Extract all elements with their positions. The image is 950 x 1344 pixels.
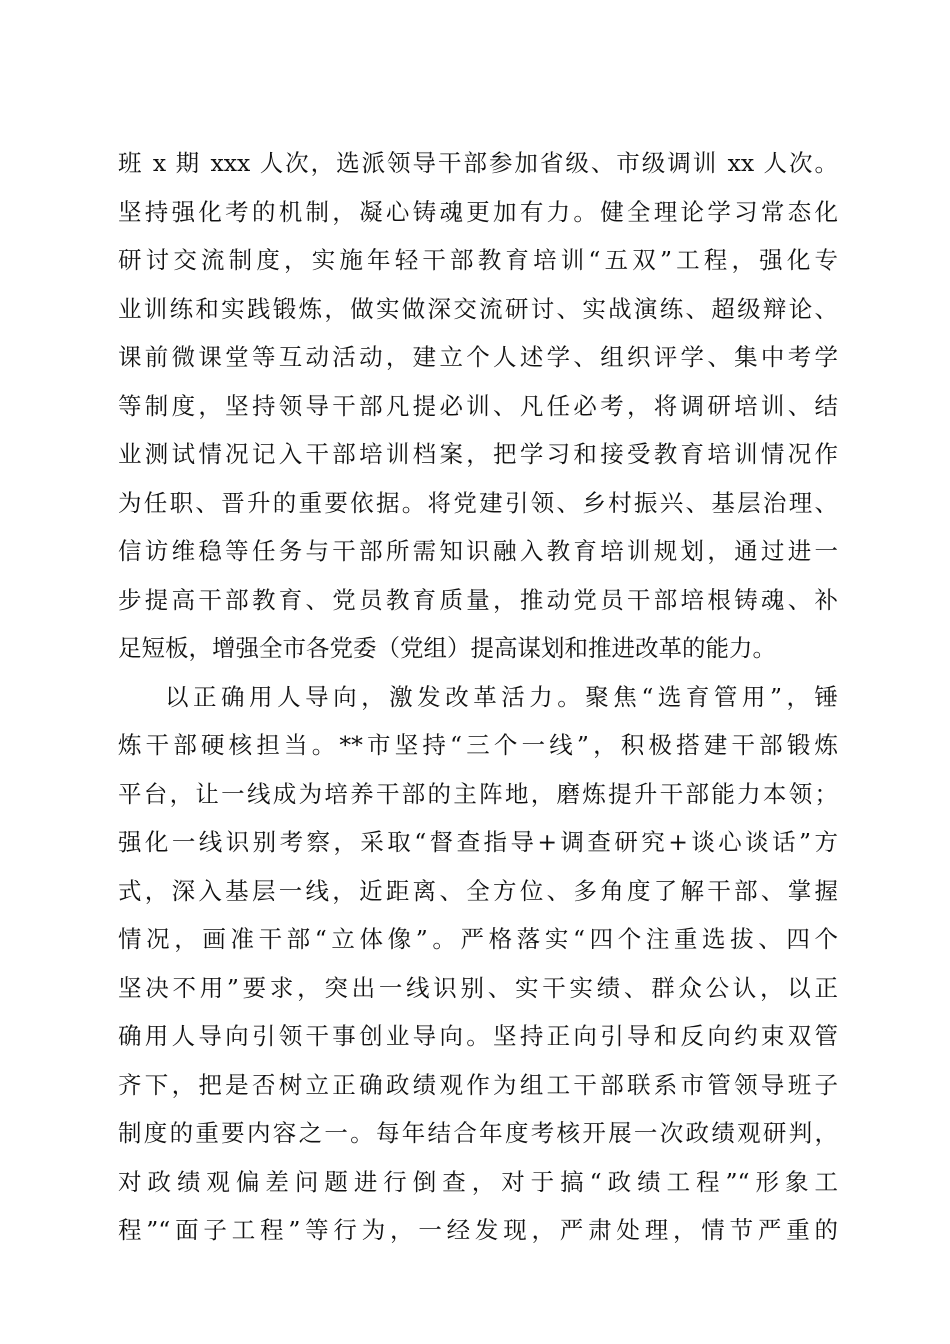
text-line: 坚决不用”要求，突出一线识别、实干实绩、群众公认，以正 <box>118 973 838 1002</box>
text-line: 对政绩观偏差问题进行倒查，对于搞“政绩工程”“形象工 <box>118 1167 838 1196</box>
text-line: 等制度，坚持领导干部凡提必训、凡任必考，将调研培训、结 <box>118 391 838 420</box>
text-line: 业测试情况记入干部培训档案，把学习和接受教育培训情况作 <box>118 440 838 468</box>
text-line: 制度的重要内容之一。每年结合年度考核开展一次政绩观研判， <box>118 1119 838 1147</box>
text-line: 齐下，把是否树立正确政绩观作为组工干部联系市管领导班子 <box>118 1070 838 1099</box>
text-line: 情况，画准干部“立体像”。严格落实“四个注重选拔、四个 <box>118 925 838 953</box>
text-line: 坚持强化考的机制，凝心铸魂更加有力。健全理论学习常态化 <box>118 197 838 226</box>
text-line: 程”“面子工程”等行为，一经发现，严肃处理，情节严重的 <box>118 1216 838 1244</box>
text-line: 炼干部硬核担当。**市坚持“三个一线”，积极搭建干部锻炼 <box>118 731 838 759</box>
body-text <box>118 139 838 1255</box>
text-line: 足短板，增强全市各党委（党组）提高谋划和推进改革的能力。 <box>118 634 776 662</box>
paragraph-start-line: 以正确用人导向，激发改革活力。聚焦“选育管用”，锤 <box>165 682 838 711</box>
text-line: 课前微课堂等互动活动，建立个人述学、组织评学、集中考学 <box>118 343 838 371</box>
text-line: 平台，让一线成为培养干部的主阵地，磨炼提升干部能力本领； <box>118 779 838 808</box>
text-line: 为任职、晋升的重要依据。将党建引领、乡村振兴、基层治理、 <box>118 488 838 517</box>
text-line: 业训练和实践锻炼，做实做深交流研讨、实战演练、超级辩论、 <box>118 294 838 323</box>
text-line: 研讨交流制度，实施年轻干部教育培训“五双”工程，强化专 <box>118 246 838 274</box>
text-line: 步提高干部教育、党员教育质量，推动党员干部培根铸魂、补 <box>118 585 838 614</box>
text-line: 信访维稳等任务与干部所需知识融入教育培训规划，通过进一 <box>118 537 838 565</box>
text-line: 班 x 期 xxx 人次，选派领导干部参加省级、市级调训 xx 人次。 <box>118 149 838 177</box>
text-line: 确用人导向引领干事创业导向。坚持正向引导和反向约束双管 <box>118 1022 838 1050</box>
text-line: 式，深入基层一线，近距离、全方位、多角度了解干部、掌握 <box>118 876 838 905</box>
text-line: 强化一线识别考察，采取“督查指导+调查研究+谈心谈话”方 <box>118 828 838 856</box>
